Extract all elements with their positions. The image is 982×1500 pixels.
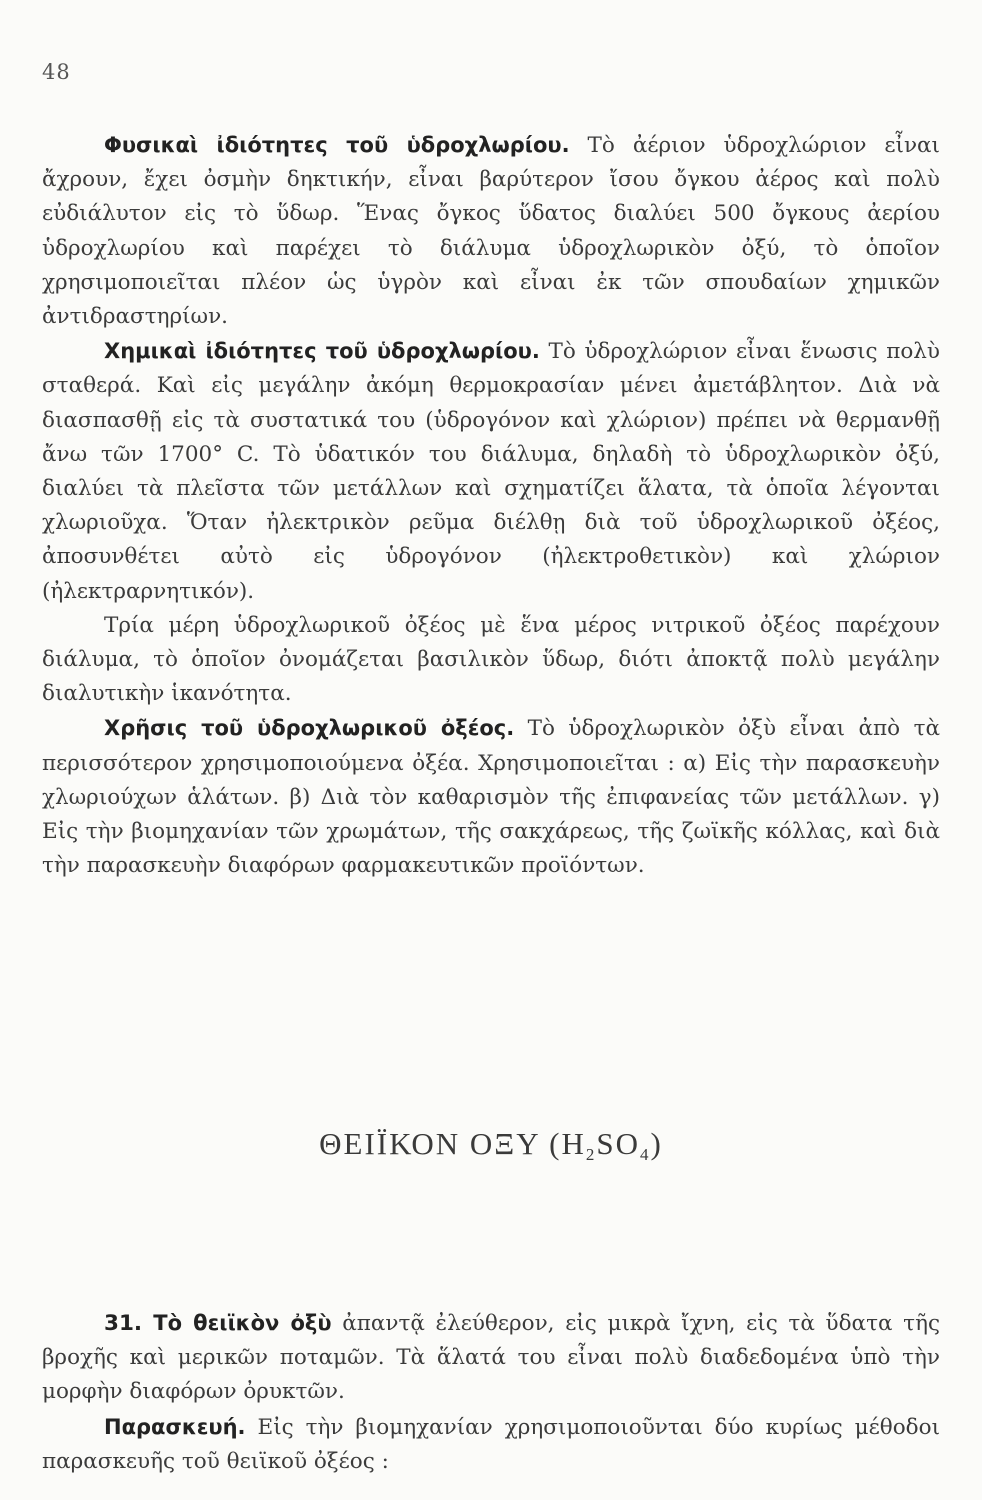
text-section-hydrochloric [42, 128, 940, 883]
heading-uses: Χρῆσις τοῦ ὑδροχλωρικοῦ ὀξέος. [104, 716, 515, 741]
title-text: ) [650, 1126, 663, 1161]
body-text: Τὸ ἀέριον ὑδροχλώριον εἶναι ἄχρουν, ἔχει ὀσμὴν δηκτικήν, εἶναι βαρύτερον ἴσου ὄγκου ἀέρος καὶ πολὺ εὐδιάλυτον εἰς τὸ ὕδωρ. Ἕνας ὄγκος ὕδατος διαλύει 500 ὄγκους ἀερίου ὑδροχλωρίου καὶ παρέχει τὸ διάλυμα ὑδροχλωρικὸν ὀξύ, τὸ ὁποῖον χρησιμοποιεῖται πλέον ὡς ὑγρὸν καὶ εἶναι ἐκ τῶν σπουδαίων χημικῶν ἀντιδραστηρίων. [42, 133, 940, 330]
title-text: SO [596, 1126, 641, 1161]
paragraph-aqua-regia [42, 609, 940, 712]
title-subscript: 2 [585, 1145, 597, 1164]
paragraph-occurrence [42, 1306, 940, 1410]
heading-physical-properties: Φυσικαὶ ἰδιότητες τοῦ ὑδροχλωρίου. [104, 133, 570, 157]
paragraph-chemical-properties [42, 334, 940, 609]
body-text: Τὸ ὑδροχλωρικὸν ὀξὺ εἶναι ἀπὸ τὰ περισσότερον χρησιμοποιούμενα ὀξέα. Χρησιμοποιεῖται : α) Εἰς τὴν παρασκευὴν χλωριούχων ἁλάτων. β) Διὰ τὸν καθαρισμὸν τῆς ἐπιφανείας τῶν μετάλλων. γ) Εἰς τὴν βιομηχανίαν τῶν χρωμάτων, τῆς σακχάρεως, τῆς ζωϊκῆς κόλλας, καὶ διὰ τὴν παρασκευὴν διαφόρων φαρμακευτικῶν προϊόντων. [42, 716, 940, 879]
heading-preparation: Παρασκευή. [104, 1414, 246, 1439]
paragraph-physical-properties [42, 128, 940, 334]
title-text: ΘΕΙΪΚΟΝ ΟΞΥ (H [319, 1126, 586, 1161]
paragraph-preparation [42, 1410, 940, 1479]
body-text: Τρία μέρη ὑδροχλωρικοῦ ὀξέος μὲ ἕνα μέρος νιτρικοῦ ὀξέος παρέχουν διάλυμα, τὸ ὁποῖον ὀνομάζεται βασιλικὸν ὕδωρ, διότι ἀποκτᾷ πολὺ μεγάλην διαλυτικὴν ἱκανότητα. [42, 612, 940, 707]
title-subscript: 4 [640, 1145, 651, 1164]
page-number: 48 [42, 60, 71, 84]
body-text: ἀπαντᾷ ἐλεύθερον, εἰς μικρὰ ἴχνη, εἰς τὰ ὕδατα τῆς βροχῆς καὶ μερικῶν ποταμῶν. Τὰ ἅλατά του εἶναι πολὺ διαδεδομένα ὑπὸ τὴν μορφὴν διαφόρων ὀρυκτῶν. [42, 1311, 940, 1405]
paragraph-uses [42, 711, 940, 883]
body-text: Τὸ ὑδροχλώριον εἶναι ἕνωσις πολὺ σταθερά. Καὶ εἰς μεγάλην ἀκόμη θερμοκρασίαν μένει ἀμετάβλητον. Διὰ νὰ διασπασθῇ εἰς τὰ συστατικά του (ὑδρογόνον καὶ χλώριον) πρέπει νὰ θερμανθῇ ἄνω τῶν 1700° C. Τὸ ὑδατικόν του διάλυμα, δηλαδὴ τὸ ὑδροχλωρικὸν ὀξύ, διαλύει τὰ πλεῖστα τῶν μετάλλων καὶ σχηματίζει ἅλατα, τὰ ὁποῖα λέγονται χλωριοῦχα. Ὅταν ἠλεκτρικὸν ρεῦμα διέλθῃ διὰ τοῦ ὑδροχλωρικοῦ ὀξέος, ἀποσυνθέτει αὐτὸ εἰς ὑδρογόνον (ἠλεκτροθετικὸν) καὶ χλώριον (ἠλεκτραρνητικόν). [42, 339, 941, 604]
text-section-sulfuric [42, 1306, 940, 1479]
section-title-sulfuric-acid [0, 1126, 982, 1165]
heading-sulfuric-acid: Τὸ θειϊκὸν ὀξὺ [142, 1311, 332, 1335]
paragraph-number: 31. [104, 1311, 143, 1336]
heading-chemical-properties: Χημικαὶ ἰδιότητες τοῦ ὑδροχλωρίου. [104, 339, 540, 364]
body-text: Εἰς τὴν βιομηχανίαν χρησιμοποιοῦνται δύο κυρίως μέθοδοι παρασκευῆς τοῦ θειϊκοῦ ὀξέος : [42, 1414, 940, 1474]
